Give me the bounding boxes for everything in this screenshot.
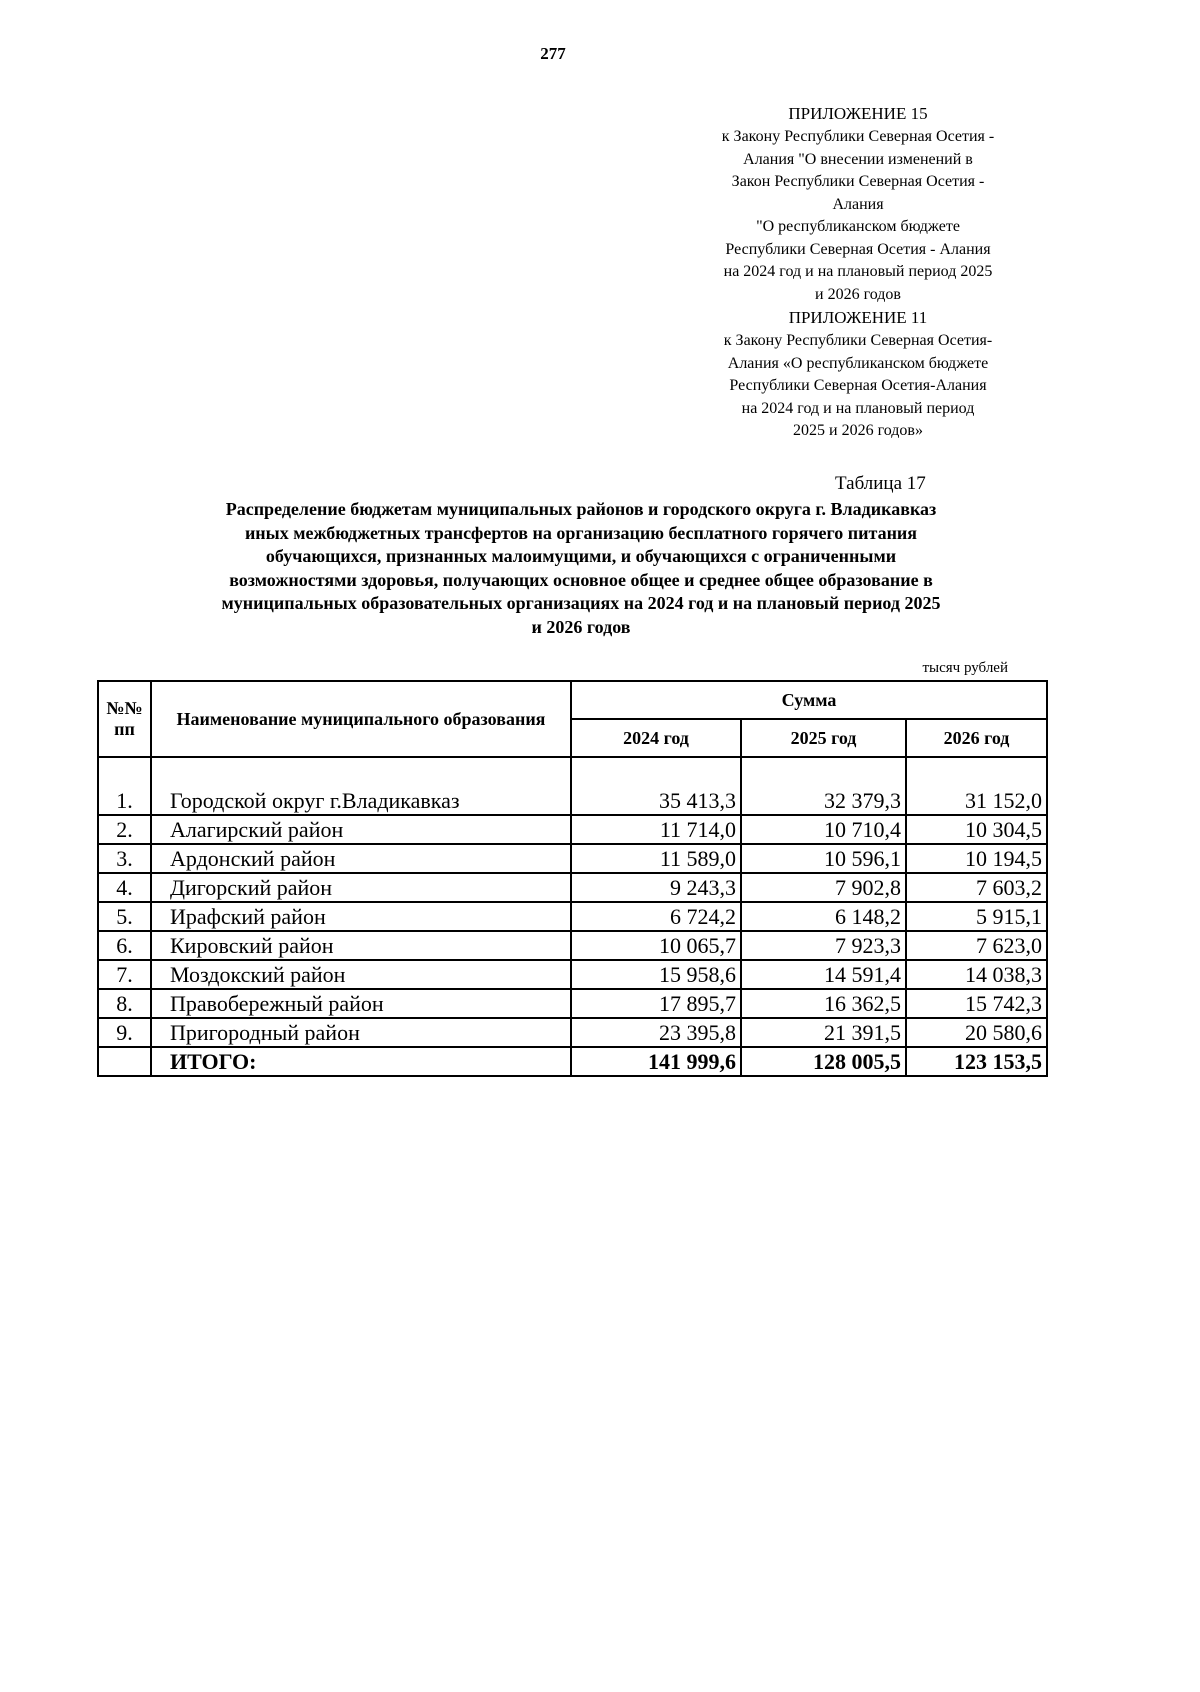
appendix-11-text bbox=[700, 330, 1016, 443]
table-row bbox=[98, 844, 1047, 873]
text-line: "О республиканском бюджете bbox=[756, 218, 960, 235]
cell-y2024: 23 395,8 bbox=[571, 1018, 741, 1047]
text-line: Алания bbox=[832, 195, 884, 213]
budget-table bbox=[97, 680, 1048, 1077]
cell-name: Моздокский район bbox=[151, 960, 571, 989]
text-line: Закон Республики Северная Осетия - bbox=[731, 173, 985, 190]
text-line: Республики Северная Осетия-Алания bbox=[729, 377, 987, 394]
text-line: Республики Северная Осетия - Алания bbox=[725, 240, 991, 258]
text-line: возможностями здоровья, получающих основное общее и среднее общее образование в bbox=[229, 569, 933, 590]
cell-y2026: 7 603,2 bbox=[906, 873, 1047, 902]
table-row bbox=[98, 931, 1047, 960]
cell-y2026: 10 194,5 bbox=[906, 844, 1047, 873]
cell-num: 4. bbox=[98, 873, 151, 902]
total-cell-y2024: 141 999,6 bbox=[571, 1047, 741, 1076]
header-sum: Сумма bbox=[571, 681, 1047, 719]
appendix-15-text bbox=[700, 126, 1016, 306]
cell-num: 8. bbox=[98, 989, 151, 1018]
table-title bbox=[150, 498, 1012, 639]
appendix-header bbox=[700, 102, 1016, 443]
total-cell-name: ИТОГО: bbox=[151, 1047, 571, 1076]
cell-y2024: 35 413,3 bbox=[571, 757, 741, 815]
units-label: тысяч рублей bbox=[922, 660, 1008, 676]
cell-num: 6. bbox=[98, 931, 151, 960]
text-line: к Закону Республики Северная Осетия - bbox=[721, 128, 995, 145]
text-line: Алания "О внесении изменений в bbox=[743, 150, 973, 168]
cell-num: 3. bbox=[98, 844, 151, 873]
header-2025: 2025 год bbox=[741, 719, 906, 757]
cell-y2026: 7 623,0 bbox=[906, 931, 1047, 960]
cell-y2025: 10 596,1 bbox=[741, 844, 906, 873]
table-row bbox=[98, 960, 1047, 989]
header-2026: 2026 год bbox=[906, 719, 1047, 757]
text-line: иных межбюджетных трансфертов на организацию бесплатного горячего питания bbox=[244, 522, 918, 543]
cell-num: 5. bbox=[98, 902, 151, 931]
header-num: №№ пп bbox=[98, 681, 151, 757]
cell-name: Городской округ г.Владикавказ bbox=[151, 757, 571, 815]
cell-y2026: 14 038,3 bbox=[906, 960, 1047, 989]
table-row bbox=[98, 1018, 1047, 1047]
cell-y2024: 11 714,0 bbox=[571, 815, 741, 844]
appendix-11-title: ПРИЛОЖЕНИЕ 11 bbox=[788, 308, 928, 327]
cell-name: Алагирский район bbox=[151, 815, 571, 844]
total-cell-y2025: 128 005,5 bbox=[741, 1047, 906, 1076]
cell-y2025: 32 379,3 bbox=[741, 757, 906, 815]
cell-name: Правобережный район bbox=[151, 989, 571, 1018]
cell-y2024: 10 065,7 bbox=[571, 931, 741, 960]
cell-y2024: 6 724,2 bbox=[571, 902, 741, 931]
header-name: Наименование муниципального образования bbox=[151, 681, 571, 757]
cell-y2024: 17 895,7 bbox=[571, 989, 741, 1018]
text-line: Распределение бюджетам муниципальных районов и городского округа г. Владикавказ bbox=[225, 499, 937, 519]
text-line: к Закону Республики Северная Осетия- bbox=[723, 332, 993, 349]
cell-y2025: 10 710,4 bbox=[741, 815, 906, 844]
table-row bbox=[98, 873, 1047, 902]
text-line: Алания «О республиканском бюджете bbox=[727, 354, 989, 372]
cell-y2026: 5 915,1 bbox=[906, 902, 1047, 931]
cell-name: Ирафский район bbox=[151, 902, 571, 931]
cell-y2025: 7 923,3 bbox=[741, 931, 906, 960]
cell-num: 9. bbox=[98, 1018, 151, 1047]
table-row bbox=[98, 757, 1047, 815]
cell-y2025: 14 591,4 bbox=[741, 960, 906, 989]
cell-y2026: 15 742,3 bbox=[906, 989, 1047, 1018]
text-line: муниципальных образовательных организациях на 2024 год и на плановый период 2025 bbox=[221, 593, 941, 613]
cell-name: Кировский район bbox=[151, 931, 571, 960]
header-2024: 2024 год bbox=[571, 719, 741, 757]
text-line: на 2024 год и на плановый период 2025 bbox=[723, 263, 993, 280]
cell-name: Ардонский район bbox=[151, 844, 571, 873]
table-number: Таблица 17 bbox=[835, 473, 926, 494]
text-line: на 2024 год и на плановый период bbox=[741, 399, 975, 417]
page-number: 277 bbox=[540, 44, 566, 63]
cell-num: 2. bbox=[98, 815, 151, 844]
cell-num: 1. bbox=[98, 757, 151, 815]
cell-y2024: 11 589,0 bbox=[571, 844, 741, 873]
cell-y2025: 7 902,8 bbox=[741, 873, 906, 902]
text-line: и 2026 годов bbox=[531, 616, 631, 637]
total-cell bbox=[98, 1047, 151, 1076]
cell-name: Пригородный район bbox=[151, 1018, 571, 1047]
text-line: 2025 и 2026 годов» bbox=[793, 422, 923, 439]
table-row bbox=[98, 815, 1047, 844]
cell-y2026: 10 304,5 bbox=[906, 815, 1047, 844]
total-row bbox=[98, 1047, 1047, 1076]
cell-y2026: 20 580,6 bbox=[906, 1018, 1047, 1047]
appendix-15-title: ПРИЛОЖЕНИЕ 15 bbox=[788, 104, 928, 123]
cell-y2025: 21 391,5 bbox=[741, 1018, 906, 1047]
cell-y2026: 31 152,0 bbox=[906, 757, 1047, 815]
total-cell-y2026: 123 153,5 bbox=[906, 1047, 1047, 1076]
cell-y2025: 16 362,5 bbox=[741, 989, 906, 1018]
table-row bbox=[98, 989, 1047, 1018]
text-line: обучающихся, признанных малоимущими, и обучающихся с ограниченными bbox=[265, 546, 897, 566]
text-line: и 2026 годов bbox=[815, 285, 901, 303]
cell-y2025: 6 148,2 bbox=[741, 902, 906, 931]
cell-y2024: 15 958,6 bbox=[571, 960, 741, 989]
table-row bbox=[98, 902, 1047, 931]
cell-num: 7. bbox=[98, 960, 151, 989]
cell-y2024: 9 243,3 bbox=[571, 873, 741, 902]
cell-name: Дигорский район bbox=[151, 873, 571, 902]
